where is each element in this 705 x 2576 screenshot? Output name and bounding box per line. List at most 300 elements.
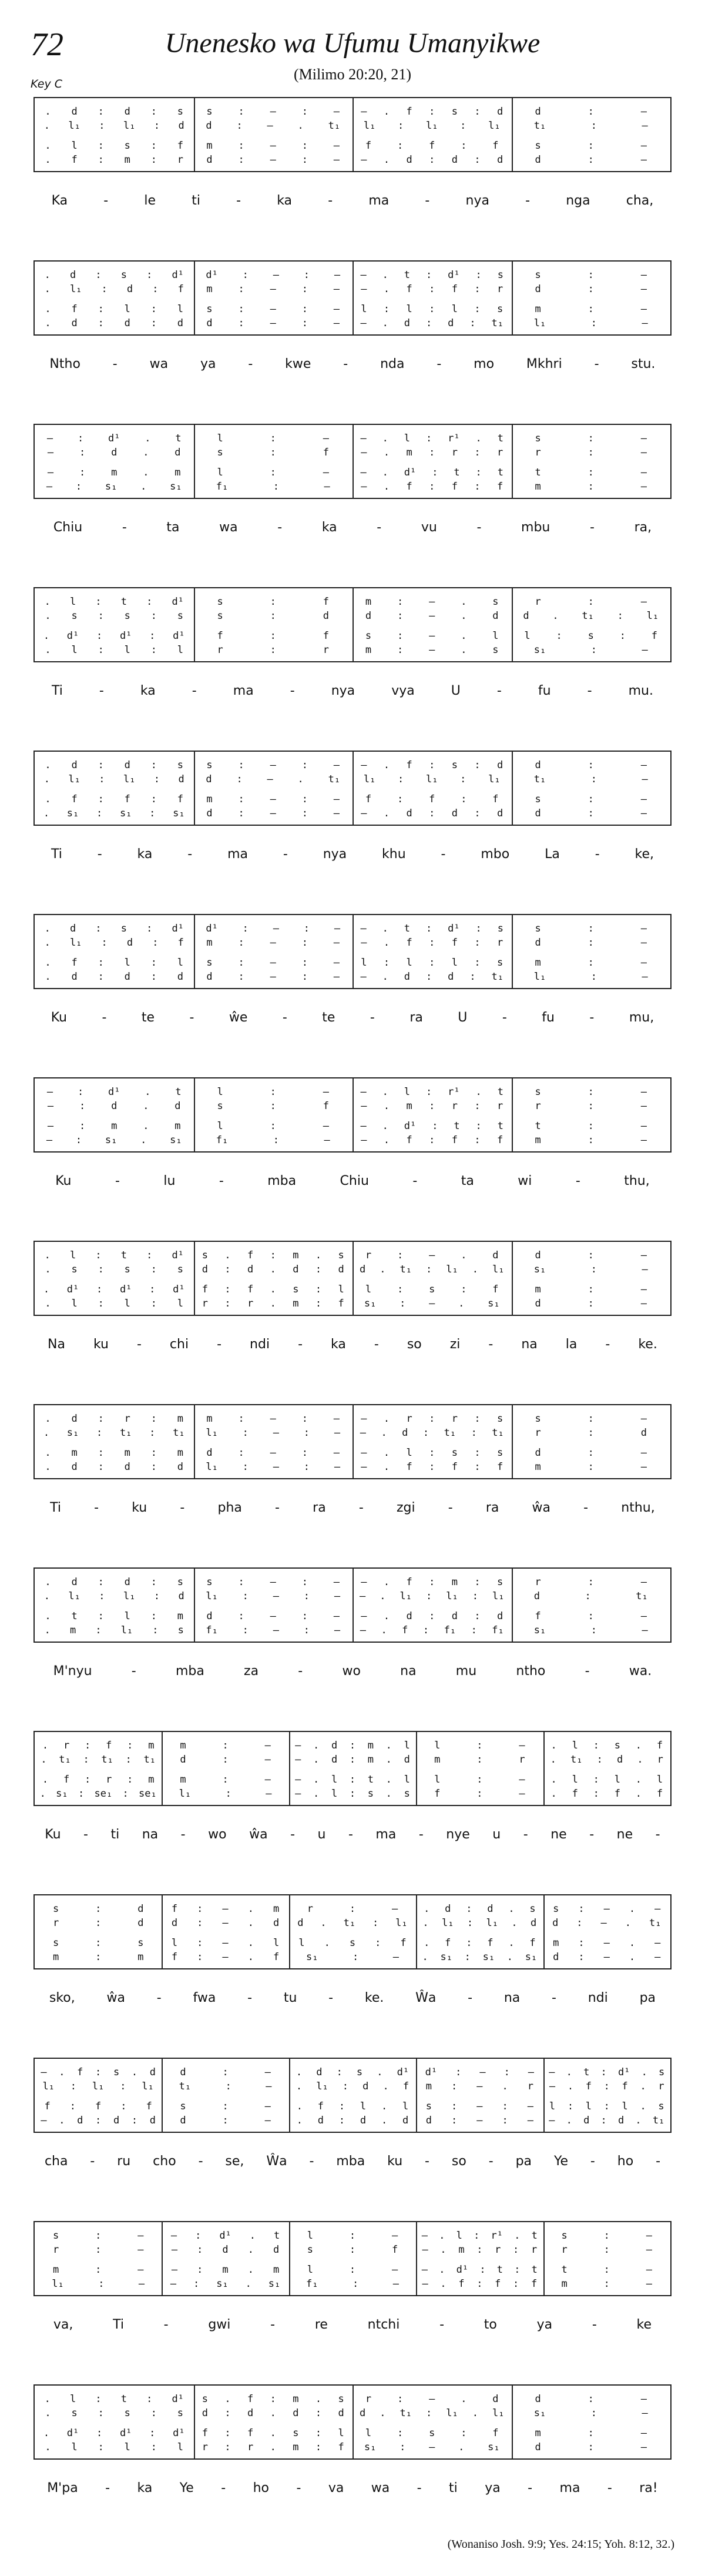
sol-fa-token: t₁ xyxy=(400,1264,412,1275)
sol-fa-token: t xyxy=(71,1610,78,1622)
voice-part-row xyxy=(543,1753,670,1766)
sol-fa-token: . xyxy=(45,1447,51,1459)
sol-fa-token: . xyxy=(502,2081,508,2092)
sol-fa-token: : xyxy=(98,1298,104,1309)
sol-fa-token: : xyxy=(338,2101,345,2112)
sol-fa-token: . xyxy=(472,2407,478,2419)
sol-fa-token: : xyxy=(372,1917,379,1929)
measure xyxy=(416,2222,543,2295)
sol-fa-token: : xyxy=(588,154,594,166)
sol-fa-token: — xyxy=(603,1937,610,1949)
sol-fa-staff xyxy=(33,2058,672,2133)
sol-fa-token: . xyxy=(382,433,388,444)
sol-fa-token: d xyxy=(124,1576,130,1588)
voice-part-row xyxy=(35,2441,194,2454)
sol-fa-token: : xyxy=(98,1413,104,1425)
sol-fa-token: s₁ xyxy=(119,808,132,819)
sol-fa-token: : xyxy=(315,2427,322,2439)
sol-fa-token: s₁ xyxy=(488,1298,500,1309)
sol-fa-token: r xyxy=(658,2081,664,2092)
voice-part-row xyxy=(352,446,512,459)
lyric-syllable: - xyxy=(94,1500,99,1515)
lyric-syllable: le xyxy=(144,193,156,208)
sol-fa-token: — xyxy=(360,433,367,444)
sol-fa-token: . xyxy=(44,1250,51,1261)
sol-fa-token: s xyxy=(52,1903,59,1915)
lyric-syllable: - xyxy=(156,1990,162,2005)
sol-fa-staff xyxy=(33,587,672,662)
voice-part-row xyxy=(416,1739,543,1752)
sol-fa-token: r xyxy=(535,1576,541,1588)
sol-fa-token: : xyxy=(429,957,435,969)
sol-fa-token: d¹ xyxy=(119,2427,132,2439)
sol-fa-token: : xyxy=(222,1754,229,1766)
sol-fa-token: r xyxy=(177,154,184,166)
sol-fa-token: s xyxy=(451,759,458,771)
sol-fa-token: t xyxy=(454,1120,460,1132)
lyric-syllable: Ŵa xyxy=(415,1990,437,2005)
sol-fa-token: — xyxy=(519,1774,525,1786)
sol-fa-token: — xyxy=(270,106,276,118)
sol-fa-token: : xyxy=(471,1427,477,1439)
sol-fa-token: d xyxy=(174,447,181,458)
sol-fa-token: d xyxy=(206,971,213,983)
sol-fa-token: s₁ xyxy=(525,1951,538,1963)
sol-fa-token: : xyxy=(303,1590,310,1602)
sol-fa-token: : xyxy=(588,596,594,608)
sol-fa-token: — xyxy=(640,793,647,805)
sol-fa-token: : xyxy=(476,2244,483,2256)
voice-part-row xyxy=(162,1787,288,1800)
sol-fa-token: — xyxy=(323,433,330,444)
sol-fa-token: m xyxy=(406,447,412,458)
sol-fa-token: d¹ xyxy=(173,630,185,642)
sol-fa-token: r xyxy=(527,2081,533,2092)
sol-fa-token: f xyxy=(247,1250,254,1261)
sol-fa-token: m xyxy=(206,283,213,295)
sol-fa-token: : xyxy=(464,1951,471,1963)
voice-part-row xyxy=(543,1739,670,1752)
voice-part-row xyxy=(35,466,194,479)
sol-fa-token: : xyxy=(238,154,244,166)
voice-part-row xyxy=(289,2229,416,2242)
sol-fa-token: — xyxy=(642,317,648,329)
sol-fa-token: s xyxy=(497,1447,503,1459)
sol-fa-token: — xyxy=(267,773,273,785)
sol-fa-token: : xyxy=(397,1250,404,1261)
music-system xyxy=(0,587,705,751)
lyric-syllable: gwi xyxy=(208,2317,231,2332)
sol-fa-token: : xyxy=(150,140,157,152)
measure xyxy=(35,588,194,661)
sol-fa-token: f xyxy=(171,1951,178,1963)
sol-fa-token: l xyxy=(406,303,412,315)
sol-fa-token: : xyxy=(451,2115,458,2126)
sol-fa-token: — xyxy=(603,1903,610,1915)
sol-fa-token: l xyxy=(404,1086,411,1098)
sol-fa-token: . xyxy=(383,1447,390,1459)
voice-part-row xyxy=(289,1917,416,1930)
sol-fa-token: . xyxy=(508,1903,515,1915)
sol-fa-token: : xyxy=(224,2427,231,2439)
voice-part-row xyxy=(35,1902,162,1915)
voice-part-row xyxy=(35,1446,194,1459)
sol-fa-staff xyxy=(33,260,672,336)
sol-fa-token: m xyxy=(174,1120,181,1132)
measure xyxy=(35,2222,162,2295)
sol-fa-token: : xyxy=(397,610,404,622)
lyric-syllable: ma xyxy=(559,2480,580,2495)
sol-fa-token: s xyxy=(497,269,503,281)
sol-fa-token: : xyxy=(603,2278,610,2290)
sol-fa-token: : xyxy=(397,793,404,805)
sol-fa-token: d xyxy=(497,808,503,819)
sol-fa-token: . xyxy=(247,1951,254,1963)
sol-fa-token: : xyxy=(603,2264,610,2276)
voice-part-row xyxy=(35,1249,194,1262)
sol-fa-token: l xyxy=(622,2101,628,2112)
measure xyxy=(512,588,671,661)
sol-fa-token: : xyxy=(98,759,104,771)
measure xyxy=(35,752,194,825)
sol-fa-token: f xyxy=(247,1284,254,1295)
sol-fa-token: d xyxy=(178,1590,184,1602)
sol-fa-token: f₁ xyxy=(206,1624,218,1636)
sol-fa-token: f xyxy=(406,937,412,949)
measure xyxy=(512,915,671,988)
sol-fa-token: : xyxy=(600,2066,607,2078)
sol-fa-token: s₁ xyxy=(306,1951,318,1963)
lyric-syllable: na xyxy=(521,1336,538,1352)
lyrics-line xyxy=(33,2476,672,2500)
sol-fa-token: f xyxy=(429,793,435,805)
sol-fa-token: : xyxy=(150,610,157,622)
sol-fa-token: d xyxy=(497,106,503,118)
sol-fa-token: l xyxy=(406,957,412,969)
music-system xyxy=(0,1404,705,1567)
measure xyxy=(162,2222,288,2295)
sol-fa-token: — xyxy=(270,1447,276,1459)
sol-fa-token: — xyxy=(640,957,647,969)
sol-fa-token: : xyxy=(98,106,104,118)
voice-part-row xyxy=(289,1739,416,1752)
voice-part-row xyxy=(352,480,512,493)
sol-fa-token: : xyxy=(224,2441,231,2453)
voice-part-row xyxy=(512,317,671,330)
sol-fa-token: l xyxy=(404,433,411,444)
sol-fa-token: : xyxy=(98,303,104,315)
sol-fa-token: : xyxy=(238,1610,244,1622)
sol-fa-token: — xyxy=(333,317,340,329)
sol-fa-token: f₁ xyxy=(306,2278,318,2290)
voice-part-row xyxy=(416,2277,543,2290)
sol-fa-token: : xyxy=(375,1937,381,1949)
sol-fa-token: l xyxy=(585,2101,592,2112)
sol-fa-token: t₁ xyxy=(652,2115,665,2126)
sol-fa-token: : xyxy=(69,2101,76,2112)
sol-fa-token: r¹ xyxy=(448,433,460,444)
lyric-syllable: nya xyxy=(331,683,355,698)
sol-fa-token: — xyxy=(549,2115,555,2126)
measure xyxy=(512,262,671,334)
sol-fa-token: : xyxy=(242,1461,249,1473)
sol-fa-token: — xyxy=(270,1413,276,1425)
sol-fa-token: r xyxy=(124,1413,130,1425)
sol-fa-token: l xyxy=(549,2101,556,2112)
sol-fa-token: . xyxy=(44,596,51,608)
sol-fa-token: t₁ xyxy=(173,1427,185,1439)
sol-fa-token: : xyxy=(315,1264,322,1275)
sol-fa-token: . xyxy=(506,1951,513,1963)
sol-fa-token: : xyxy=(197,1937,203,1949)
sol-fa-token: m xyxy=(206,937,213,949)
sol-fa-token: : xyxy=(474,481,481,493)
sol-fa-token: : xyxy=(349,1788,356,1800)
sol-fa-token: — xyxy=(270,971,276,983)
sol-fa-token: . xyxy=(324,1937,330,1949)
sol-fa-token: : xyxy=(153,120,160,132)
sol-fa-token: d xyxy=(492,610,499,622)
lyric-syllable: ya xyxy=(536,2317,553,2332)
sol-fa-token: — xyxy=(46,1086,53,1098)
sol-fa-token: s xyxy=(180,2101,186,2112)
voice-part-row xyxy=(289,2080,416,2093)
sol-fa-token: — xyxy=(429,644,435,656)
sol-fa-token: l₁ xyxy=(52,2278,64,2290)
sol-fa-token: r xyxy=(202,2441,208,2453)
sol-fa-token: t₁ xyxy=(119,1427,132,1439)
sol-fa-token: m xyxy=(206,1413,213,1425)
sol-fa-token: l₁ xyxy=(492,1264,505,1275)
sol-fa-token: . xyxy=(382,923,388,934)
sol-fa-token: : xyxy=(95,2393,102,2405)
sol-fa-token: : xyxy=(474,1134,481,1146)
voice-part-row xyxy=(35,1590,194,1603)
voice-part-row xyxy=(543,2277,670,2290)
sol-fa-token: m xyxy=(137,1951,144,1963)
sol-fa-token: : xyxy=(222,1774,229,1786)
sol-fa-token: : xyxy=(95,2115,102,2126)
sol-fa-token: — xyxy=(270,957,276,969)
sol-fa-token: f xyxy=(323,596,330,608)
lyric-syllable: - xyxy=(502,1010,507,1025)
sol-fa-token: — xyxy=(640,1134,647,1146)
sol-fa-token: s xyxy=(497,923,503,934)
sol-fa-token: : xyxy=(425,317,432,329)
sol-fa-token: s₁ xyxy=(364,2441,377,2453)
measure xyxy=(194,588,353,661)
sol-fa-token: : xyxy=(315,1298,322,1309)
sol-fa-token: : xyxy=(383,303,390,315)
sol-fa-token: . xyxy=(45,1461,51,1473)
measure xyxy=(194,915,353,988)
sol-fa-token: : xyxy=(588,1447,594,1459)
sol-fa-token: — xyxy=(429,1298,435,1309)
sol-fa-token: : xyxy=(588,937,594,949)
sol-fa-token: d xyxy=(404,1754,410,1766)
lyrics-line xyxy=(33,352,672,376)
sol-fa-token: : xyxy=(429,447,435,458)
sol-fa-token: — xyxy=(392,2278,399,2290)
sol-fa-token: : xyxy=(122,1788,129,1800)
sol-fa-token: . xyxy=(45,644,51,656)
sol-fa-token: : xyxy=(400,2441,406,2453)
sol-fa-token: : xyxy=(301,957,308,969)
hymn-title: Unenesko wa Ufumu Umanyikwe xyxy=(164,28,540,59)
sol-fa-token: : xyxy=(238,1447,244,1459)
sol-fa-token: : xyxy=(349,1774,356,1786)
sol-fa-token: l₁ xyxy=(316,2081,328,2092)
lyric-syllable: mba xyxy=(267,1173,297,1188)
sol-fa-token: : xyxy=(588,923,594,934)
sol-fa-token: d xyxy=(178,773,184,785)
voice-part-row xyxy=(35,1086,194,1098)
sol-fa-token: : xyxy=(590,1264,597,1275)
lyric-syllable: - xyxy=(587,683,592,698)
sol-fa-token: : xyxy=(397,1284,404,1295)
sol-fa-token: : xyxy=(578,1951,585,1963)
sol-fa-token: — xyxy=(138,2278,145,2290)
lyric-syllable: ke. xyxy=(638,1336,657,1352)
sol-fa-token: : xyxy=(429,1100,435,1112)
sol-fa-staff xyxy=(33,1404,672,1479)
voice-part-row xyxy=(35,1773,162,1786)
sol-fa-token: : xyxy=(197,1917,203,1929)
voice-part-row xyxy=(35,1951,162,1964)
sol-fa-token: l₁ xyxy=(123,773,136,785)
sol-fa-token: d xyxy=(71,106,78,118)
sol-fa-token: . xyxy=(458,1298,465,1309)
sol-fa-token: : xyxy=(98,1610,104,1622)
sol-fa-token: s₁ xyxy=(533,644,546,656)
sol-fa-token: m xyxy=(174,467,181,478)
sol-fa-token: s xyxy=(124,610,130,622)
sol-fa-token: : xyxy=(150,759,157,771)
sol-fa-token: — xyxy=(333,154,340,166)
sol-fa-token: . xyxy=(625,1917,631,1929)
sol-fa-token: — xyxy=(642,120,648,132)
measure xyxy=(289,2059,416,2132)
lyric-syllable: - xyxy=(425,2153,429,2169)
sol-fa-token: t₁ xyxy=(582,610,594,622)
sol-fa-staff xyxy=(33,751,672,826)
voice-part-row xyxy=(512,936,671,949)
voice-part-row xyxy=(194,2441,353,2454)
sol-fa-token: d xyxy=(124,759,130,771)
voice-part-row xyxy=(35,629,194,642)
sol-fa-token: : xyxy=(397,644,404,656)
sol-fa-token: f xyxy=(406,481,412,493)
lyric-syllable: - xyxy=(585,1663,590,1679)
sol-fa-token: f xyxy=(177,793,184,805)
sol-fa-token: . xyxy=(145,433,151,444)
sol-fa-token: : xyxy=(474,808,481,819)
sol-fa-token: r xyxy=(52,2244,59,2256)
sol-fa-token: d xyxy=(247,2407,254,2419)
sol-fa-token: : xyxy=(352,2278,359,2290)
measure xyxy=(35,1078,194,1151)
sol-fa-token: : xyxy=(98,2407,104,2419)
sol-fa-token: : xyxy=(238,957,244,969)
voice-part-row xyxy=(35,1917,162,1930)
sol-fa-token: — xyxy=(429,2393,435,2405)
sol-fa-token: l xyxy=(71,2441,78,2453)
sol-fa-token: s xyxy=(356,2066,363,2078)
sol-fa-token: . xyxy=(382,2081,389,2092)
sol-fa-token: : xyxy=(474,1576,481,1588)
sol-fa-token: : xyxy=(95,1624,102,1636)
sol-fa-token: s xyxy=(177,1624,184,1636)
sol-fa-token: — xyxy=(222,1937,229,1949)
sol-fa-token: : xyxy=(301,793,308,805)
sol-fa-token: f xyxy=(451,1134,458,1146)
lyric-syllable: ntchi xyxy=(367,2317,400,2332)
lyric-syllable: mu. xyxy=(628,683,653,698)
voice-part-row xyxy=(416,1951,543,1964)
sol-fa-token: d xyxy=(71,317,78,329)
sol-fa-token: . xyxy=(381,2101,388,2112)
sol-fa-token: f xyxy=(497,481,503,493)
sol-fa-token: — xyxy=(270,1610,276,1622)
sol-fa-token: r xyxy=(535,596,541,608)
sol-fa-token: s xyxy=(451,1447,458,1459)
sol-fa-token: : xyxy=(590,1624,597,1636)
voice-part-row xyxy=(194,1100,353,1113)
sol-fa-token: — xyxy=(361,283,367,295)
sol-fa-token: d xyxy=(71,1413,78,1425)
voice-part-row xyxy=(35,2243,162,2256)
sol-fa-token: l xyxy=(171,1937,178,1949)
voice-part-row xyxy=(35,2407,194,2420)
sol-fa-staff xyxy=(33,1077,672,1153)
sol-fa-token: f xyxy=(71,154,78,166)
sol-fa-token: : xyxy=(96,808,103,819)
sol-fa-token: t xyxy=(531,2264,538,2276)
sol-fa-token: : xyxy=(474,303,481,315)
sol-fa-token: : xyxy=(588,433,594,444)
sol-fa-token: f₁ xyxy=(216,481,229,493)
voice-part-row xyxy=(35,139,194,152)
sol-fa-token: — xyxy=(222,1917,229,1929)
sol-fa-token: : xyxy=(236,120,243,132)
sol-fa-token: : xyxy=(603,2081,610,2092)
lyrics-line xyxy=(33,1332,672,1356)
sol-fa-token: d xyxy=(445,1903,451,1915)
sol-fa-token: d xyxy=(360,2115,367,2126)
sol-fa-token: : xyxy=(429,937,435,949)
lyric-syllable: zi xyxy=(449,1336,461,1352)
sol-fa-token: s xyxy=(217,610,223,622)
sol-fa-token: se₁ xyxy=(139,1788,157,1800)
lyric-syllable: - xyxy=(605,1336,610,1352)
sol-fa-token: . xyxy=(422,1951,428,1963)
voice-part-row xyxy=(543,1787,670,1800)
voice-part-row xyxy=(194,119,353,132)
sol-fa-token: — xyxy=(361,1461,367,1473)
voice-part-row xyxy=(194,1412,353,1425)
sol-fa-token: f xyxy=(402,2081,409,2092)
sol-fa-token: : xyxy=(588,1298,594,1309)
sol-fa-token: r xyxy=(451,447,458,458)
sol-fa-token: d xyxy=(126,283,133,295)
sol-fa-token: d xyxy=(402,2115,409,2126)
sol-fa-token: m xyxy=(124,1447,130,1459)
sol-fa-token: : xyxy=(383,957,390,969)
sol-fa-token: : xyxy=(98,317,104,329)
sol-fa-token: f xyxy=(492,2427,499,2439)
sol-fa-token: : xyxy=(398,773,404,785)
voice-part-row xyxy=(35,303,194,316)
